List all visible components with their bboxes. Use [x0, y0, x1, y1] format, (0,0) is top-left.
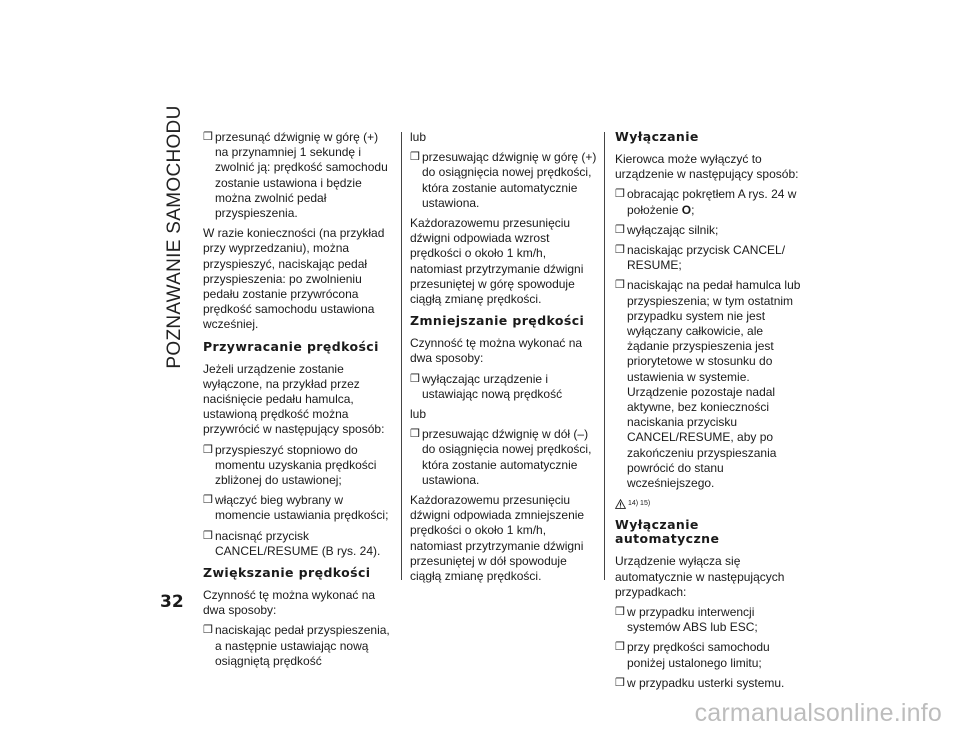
list-item [203, 130, 391, 221]
column-1 [203, 130, 391, 674]
list-item [410, 372, 598, 402]
bullet-icon: ❒ [615, 676, 625, 689]
paragraph: Czynność tę można wykonać na dwa sposoby: [203, 588, 376, 618]
bullet-icon: ❒ [615, 279, 625, 292]
paragraph: lub [410, 407, 427, 422]
list-item [203, 443, 391, 489]
list-item-text: nacisnąć przycisk CANCEL/RESUME (B rys. 24). [215, 528, 381, 558]
warning-reference [615, 496, 805, 511]
page-number: 32 [160, 592, 184, 612]
warning-triangle-icon [615, 499, 626, 509]
bullet-icon: ❒ [410, 151, 420, 164]
list-item-text: wyłączając silnik; [627, 222, 719, 237]
paragraph: Czynność tę można wykonać na dwa sposoby: [410, 336, 583, 366]
list-item-text: naciskając pedał przyspieszenia, a następnie ustawiając nową osiągniętą prędkość [215, 623, 390, 668]
paragraph: Urządzenie wyłącza się automatycznie w następujących przypadkach: [615, 554, 785, 599]
paragraph: W razie konieczności (na przykład przy wyprzedzaniu), można przyspieszyć, naciskając pedał przyspieszenia: po zwolnieniu pedału zostanie przywrócona prędkość samochodu ustawiona wcześniej. [203, 226, 385, 332]
column-2 [410, 130, 598, 589]
section-heading: Wyłączanie automatyczne [615, 517, 720, 547]
list-item-text-end: ; [691, 202, 695, 217]
list-item [615, 676, 805, 691]
paragraph: Jeżeli urządzenie zostanie wyłączone, na przykład przez naciśnięcie pedału hamulca, ustawioną prędkość można przywrócić w następujący sposób: [203, 361, 385, 437]
list-item [615, 640, 805, 670]
list-item-text: przy prędkości samochodu poniżej ustalonego limitu; [627, 640, 770, 670]
paragraph: lub [410, 130, 427, 144]
paragraph: Każdorazowemu przesunięciu dźwigni odpowiada zmniejszenie prędkości o około 1 km/h, natomiast przytrzymanie dźwigni przesuniętej w dół spowoduje ciągłą zmianę prędkości. [410, 493, 585, 584]
section-heading: Zmniejszanie prędkości [410, 313, 585, 329]
list-item-text: wyłączając urządzenie i ustawiając nową prędkość [422, 371, 563, 401]
section-heading: Zwiększanie prędkości [203, 565, 371, 581]
list-item [615, 278, 805, 491]
list-item-text: naciskając przycisk CANCEL/ RESUME; [627, 243, 786, 273]
list-item [410, 427, 598, 488]
column-divider [604, 132, 605, 580]
list-item-text: w przypadku usterki systemu. [627, 675, 785, 690]
bullet-icon: ❒ [410, 372, 420, 385]
warning-refs: 14) 15) [628, 500, 651, 508]
section-heading: Przywracanie prędkości [203, 338, 379, 354]
list-item [203, 529, 391, 559]
bullet-icon: ❒ [615, 606, 625, 619]
list-item-text: przyspieszyć stopniowo do momentu uzyskania prędkości zbliżonej do ustawionej; [215, 442, 377, 488]
list-item-text: w przypadku interwencji systemów ABS lub ESC; [627, 605, 758, 635]
list-item [203, 623, 391, 669]
section-side-title [160, 105, 190, 369]
bullet-icon: ❒ [615, 188, 625, 201]
bullet-icon: ❒ [203, 443, 213, 456]
list-item-text: przesuwając dźwignię w dół (–) do osiągnięcia nowej prędkości, która zostanie automatycznie ustawiona. [422, 427, 592, 487]
bullet-icon: ❒ [203, 624, 213, 637]
list-item-text-part: obracając pokrętłem A rys. 24 w położenie [627, 187, 797, 217]
section-side-title-text: POZNAWANIE SAMOCHODU [164, 105, 185, 369]
list-item [615, 223, 805, 238]
list-item-text: naciskając na pedał hamulca lub przyspieszenia; w tym ostatnim przypadku system nie jest wyłączany całkowicie, ale żądanie przyspieszenia jest priorytetowe w stosunku do ustawienia w systemie. Urządzenie pozostaje nadal aktywne, bez konieczności naciskania przycisku CANCEL/RESUME, aby po zakończeniu przyspieszania powrócić do stanu wcześniejszego. [627, 278, 801, 491]
bullet-icon: ❒ [203, 131, 213, 143]
bullet-icon: ❒ [410, 428, 420, 441]
column-3 [615, 130, 805, 696]
bullet-icon: ❒ [615, 641, 625, 654]
paragraph: Kierowca może wyłączyć to urządzenie w następujący sposób: [615, 152, 799, 182]
list-item-text: włączyć bieg wybrany w momencie ustawiania prędkości; [215, 493, 389, 523]
list-item-text [627, 187, 805, 217]
watermark: carmanualsonline.info [694, 699, 942, 727]
bullet-icon: ❒ [615, 223, 625, 236]
list-item [615, 243, 805, 273]
column-divider [401, 132, 402, 580]
list-item-text: przesuwając dźwignię w górę (+) do osiągnięcia nowej prędkości, która zostanie automatycznie ustawiona. [422, 150, 597, 210]
list-item [203, 493, 391, 523]
position-o-label: O [681, 202, 692, 217]
list-item [615, 605, 805, 635]
list-item-text: przesunąć dźwignię w górę (+) na przynamniej 1 sekundę i zwolnić ją: prędkość samochodu zostanie ustawiona i będzie można zwolnić pedał przyspieszenia. [215, 130, 388, 221]
bullet-icon: ❒ [615, 244, 625, 257]
bullet-icon: ❒ [203, 494, 213, 507]
section-heading: Wyłączanie [615, 129, 699, 144]
paragraph: Każdorazowemu przesunięciu dźwigni odpowiada wzrost prędkości o około 1 km/h, natomiast przytrzymanie dźwigni przesuniętej w górę spowoduje ciągłą zmianę prędkości. [410, 216, 584, 307]
bullet-icon: ❒ [203, 529, 213, 542]
list-item [410, 150, 598, 211]
list-item [615, 187, 805, 217]
